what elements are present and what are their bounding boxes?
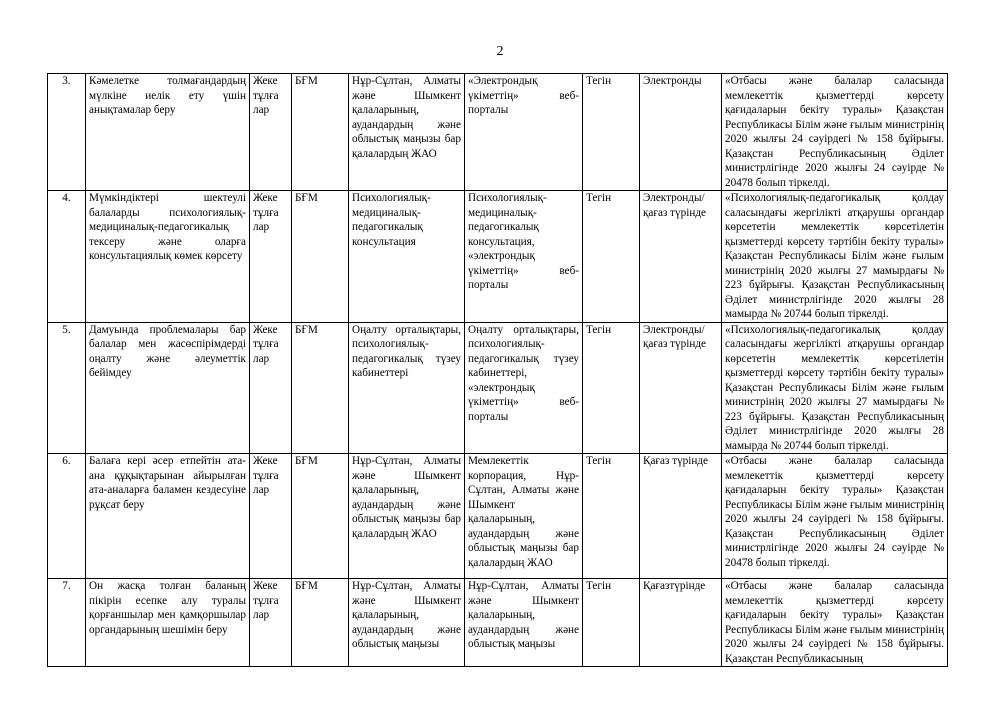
table-row: [48, 191, 948, 323]
table-row: [48, 579, 948, 667]
form-cell: Электронды: [640, 74, 722, 191]
cost-cell: Тегін: [583, 454, 640, 579]
cost-cell: Тегін: [583, 322, 640, 454]
table-row: [48, 322, 948, 454]
channel-cell: Мемлекеттік корпорация, Нұр-Сұлтан, Алматы және Шымкент қалаларының, аудандардың және облыстық маңызы бар қалалардың ЖАО: [465, 454, 583, 579]
form-cell: Қағазтүрінде: [640, 579, 722, 667]
channel-cell: «Электрондық үкіметтің» веб-порталы: [465, 74, 583, 191]
provider-cell: Нұр-Сұлтан, Алматы және Шымкент қалаларының, аудандардың және облыстық маңызы бар қалалардың ЖАО: [349, 454, 465, 579]
provider-cell: Психологиялық-медициналық-педагогикалық консультация: [349, 191, 465, 323]
service-name-cell: Дамуында проблемалары бар балалар мен жасөспірімдерді оңалту және әлеуметтік бейімдеу: [86, 322, 250, 454]
provider-cell: Нұр-Сұлтан, Алматы және Шымкент қалаларының, аудандардың және облыстық маңызы: [349, 579, 465, 667]
channel-cell: Нұр-Сұлтан, Алматы және Шымкент қалаларының, аудандардың және облыстық маңызы: [465, 579, 583, 667]
cost-cell: Тегін: [583, 579, 640, 667]
cost-cell: Тегін: [583, 74, 640, 191]
regulation-cell: «Отбасы және балалар саласында мемлекеттік қызметтерді көрсету қағидаларын бекіту туралы» Қазақстан Республикасы Білім және ғылым министрінің 2020 жылғы 24 сәуірдегі № 158 бұйрығы. Қазақстан Республикасының: [722, 579, 948, 667]
recipient-cell: Жеке тұлға лар: [250, 74, 292, 191]
page-number: 2: [496, 44, 504, 59]
form-cell: Электронды/ қағаз түрінде: [640, 322, 722, 454]
recipient-cell: Жеке тұлға лар: [250, 191, 292, 323]
recipient-cell: Жеке тұлға лар: [250, 454, 292, 579]
form-cell: Қағаз түрінде: [640, 454, 722, 579]
row-number: 4.: [48, 191, 86, 323]
provider-cell: Оңалту орталықтары, психологиялық-педагогикалық түзеу кабинеттері: [349, 322, 465, 454]
regulation-cell: «Психологиялық-педагогикалық қолдау саласындағы жергілікті атқарушы органдар көрсететін мемлекеттік көрсетілетін қызметтерді көрсету тәртібін бекіту туралы» Қазақстан Республикасы Білім және ғылым министрінің 2020 жылғы 27 мамырдағы № 223 бұйрығы. Қазақстан Республикасының Әділет министрлігінде 2020 жылғы 28 мамырда № 20744 болып тіркелді.: [722, 191, 948, 323]
row-number: 5.: [48, 322, 86, 454]
channel-cell: Психологиялық-медициналық-педагогикалық консультация, «электрондық үкіметтің» веб-порталы: [465, 191, 583, 323]
services-table: [47, 73, 948, 667]
service-name-cell: Мүмкіндіктері шектеулі балаларды психологиялық-медициналық-педагогикалық тексеру және оларға консультациялық көмек көрсету: [86, 191, 250, 323]
regulation-cell: «Психологиялық-педагогикалық қолдау саласындағы жергілікті атқарушы органдар көрсететін мемлекеттік көрсетілетін қызметтерді көрсету тәртібін бекіту туралы» Қазақстан Республикасы Білім және ғылым министрінің 2020 жылғы 27 мамырдағы № 223 бұйрығы. Қазақстан Республикасының Әділет министрлігінде 2020 жылғы 28 мамырда № 20744 болып тіркелді.: [722, 322, 948, 454]
recipient-cell: Жеке тұлға лар: [250, 322, 292, 454]
ministry-cell: БҒМ: [292, 322, 349, 454]
ministry-cell: БҒМ: [292, 454, 349, 579]
regulation-cell: «Отбасы және балалар саласында мемлекеттік қызметтерді көрсету қағидаларын бекіту туралы» Қазақстан Республикасы Білім және ғылым министрінің 2020 жылғы 24 сәуірдегі № 158 бұйрығы. Қазақстан Республикасының Әділет министрлігінде 2020 жылғы 24 сәуірде № 20478 болып тіркелді.: [722, 454, 948, 579]
row-number: 6.: [48, 454, 86, 579]
service-name-cell: Он жасқа толған баланың пікірін есепке алу туралы қорғаншылар мен қамқоршылар органдарының шешімін беру: [86, 579, 250, 667]
ministry-cell: БҒМ: [292, 191, 349, 323]
form-cell: Электронды/ қағаз түрінде: [640, 191, 722, 323]
row-number: 7.: [48, 579, 86, 667]
provider-cell: Нұр-Сұлтан, Алматы және Шымкент қалаларының, аудандардың және облыстық маңызы бар қалалардың ЖАО: [349, 74, 465, 191]
ministry-cell: БҒМ: [292, 74, 349, 191]
recipient-cell: Жеке тұлға лар: [250, 579, 292, 667]
table-row: [48, 454, 948, 579]
service-name-cell: Кәмелетке толмағандардың мүлкіне иелік ету үшін анықтамалар беру: [86, 74, 250, 191]
table-row: [48, 74, 948, 191]
ministry-cell: БҒМ: [292, 579, 349, 667]
regulation-cell: «Отбасы және балалар саласында мемлекеттік қызметтерді көрсету қағидаларын бекіту туралы» Қазақстан Республикасы Білім және ғылым министрінің 2020 жылғы 24 сәуірдегі № 158 бұйрығы. Қазақстан Республикасының Әділет министрлігінде 2020 жылғы 24 сәуірде № 20478 болып тіркелді.: [722, 74, 948, 191]
channel-cell: Оңалту орталықтары, психологиялық-педагогикалық түзеу кабинеттері, «электрондық үкіметтің» веб-порталы: [465, 322, 583, 454]
cost-cell: Тегін: [583, 191, 640, 323]
row-number: 3.: [48, 74, 86, 191]
service-name-cell: Балаға кері әсер етпейтін ата-ана құқықтарынан айырылған ата-аналарға баламен кездесуіне рұқсат беру: [86, 454, 250, 579]
